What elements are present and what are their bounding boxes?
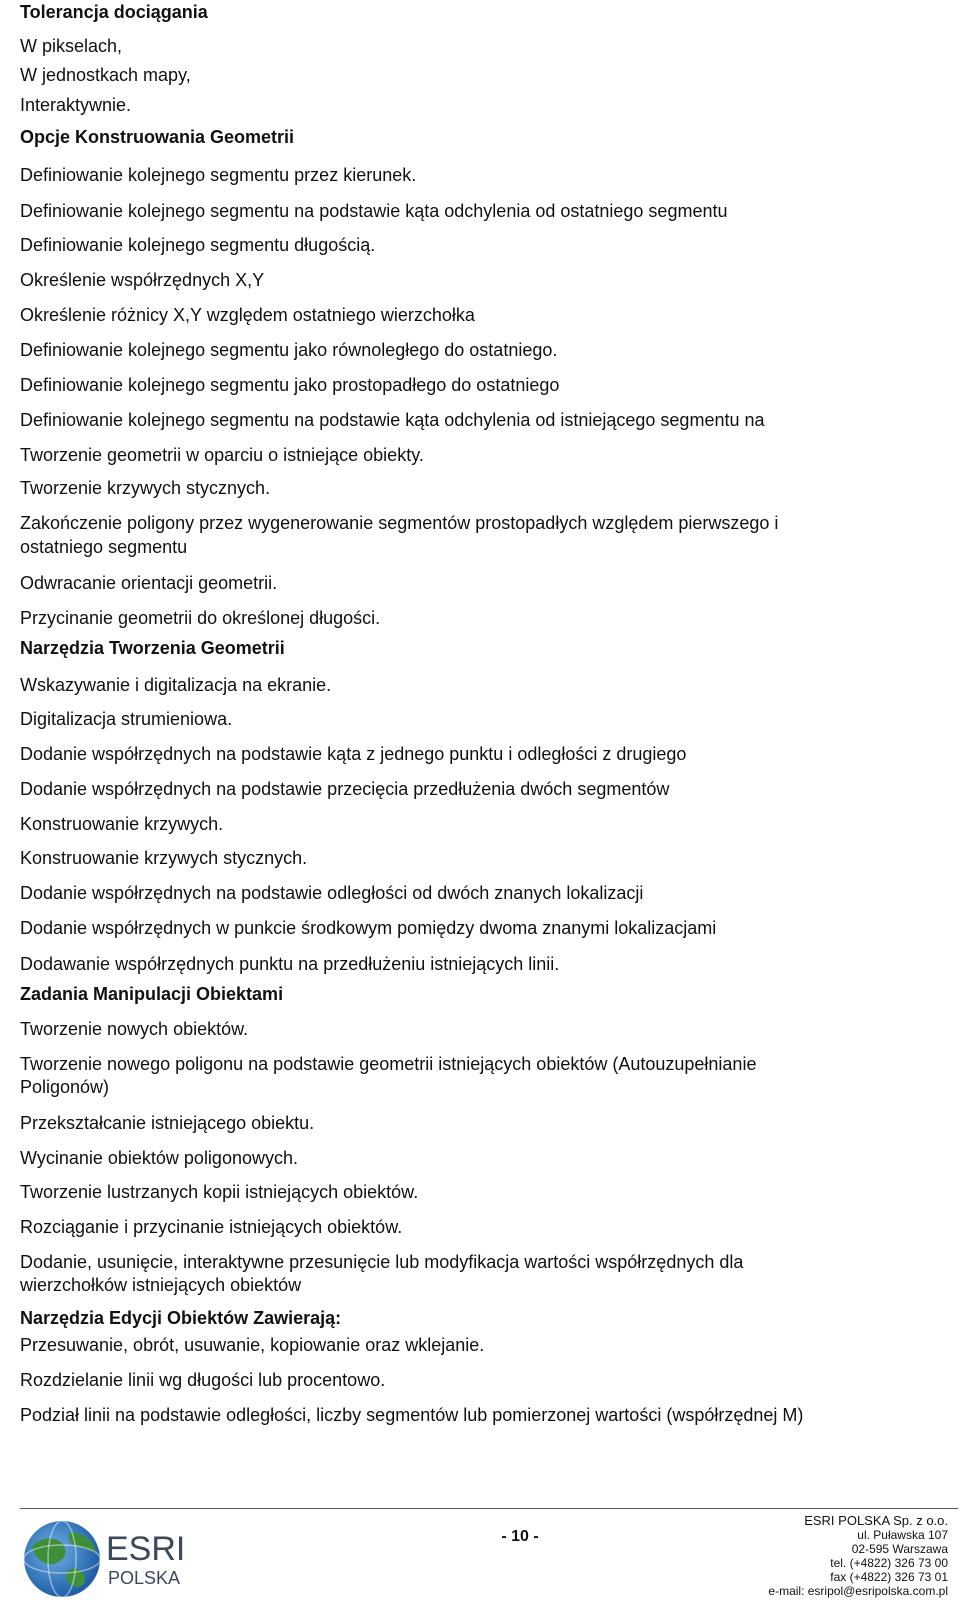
esri-logo [22,1516,212,1602]
address-line: tel. (+4822) 326 73 00 [830,1556,948,1570]
list-item: Tworzenie lustrzanych kopii istniejących obiektów. [20,1182,419,1202]
list-item: Rozciąganie i przycinanie istniejących obiektów. [20,1217,403,1237]
list-item: Dodanie współrzędnych w punkcie środkowym pomiędzy dwoma znanymi lokalizacjami [20,918,717,938]
logo-text: ESRI [106,1530,186,1568]
list-item: Definiowanie kolejnego segmentu przez kierunek. [20,165,417,185]
list-item: Dodanie współrzędnych na podstawie przecięcia przedłużenia dwóch segmentów [20,779,670,799]
list-item: Określenie różnicy X,Y względem ostatniego wierzchołka [20,305,475,325]
list-item: Definiowanie kolejnego segmentu na podstawie kąta odchylenia od istniejącego segmentu na [20,410,765,430]
address-line: fax (+4822) 326 73 01 [830,1570,948,1584]
list-item: Tworzenie nowego poligonu na podstawie geometrii istniejących obiektów (Autouzupełnianie [20,1054,757,1074]
list-item: Dodanie współrzędnych na podstawie kąta z jednego punktu i odległości z drugiego [20,744,687,764]
address-line: e-mail: esripol@esripolska.com.pl [768,1584,948,1598]
list-item: Konstruowanie krzywych stycznych. [20,848,308,868]
section-heading: Narzędzia Edycji Obiektów Zawierają: [20,1308,342,1328]
list-item: Tworzenie krzywych stycznych. [20,478,271,498]
list-item: Poligonów) [20,1077,110,1097]
list-item: W jednostkach mapy, [20,65,191,85]
list-item: Wskazywanie i digitalizacja na ekranie. [20,675,332,695]
list-item: Odwracanie orientacji geometrii. [20,573,278,593]
list-item: wierzchołków istniejących obiektów [20,1275,302,1295]
list-item: Definiowanie kolejnego segmentu jako prostopadłego do ostatniego [20,375,560,395]
list-item: W pikselach, [20,36,123,56]
address-line: 02-595 Warszawa [851,1542,948,1556]
list-item: Interaktywnie. [20,95,132,115]
list-item: Definiowanie kolejnego segmentu długością. [20,235,376,255]
list-item: Tworzenie nowych obiektów. [20,1019,249,1039]
section-heading: Tolerancja dociągania [20,2,208,22]
list-item: Definiowanie kolejnego segmentu na podstawie kąta odchylenia od ostatniego segmentu [20,201,728,221]
list-item: Definiowanie kolejnego segmentu jako równoległego do ostatniego. [20,340,558,360]
list-item: ostatniego segmentu [20,537,188,557]
list-item: Przesuwanie, obrót, usuwanie, kopiowanie oraz wklejanie. [20,1335,485,1355]
page-number: - 10 - [501,1528,539,1545]
footer-divider [20,1508,958,1509]
list-item: Digitalizacja strumieniowa. [20,709,233,729]
list-item: Wycinanie obiektów poligonowych. [20,1148,298,1168]
company-name: ESRI POLSKA Sp. z o.o. [804,1513,948,1528]
list-item: Podział linii na podstawie odległości, liczby segmentów lub pomierzonej wartości (współrzędnej M) [20,1405,804,1425]
list-item: Rozdzielanie linii wg długości lub procentowo. [20,1370,386,1390]
list-item: Określenie współrzędnych X,Y [20,270,265,290]
company-address [768,1514,948,1598]
list-item: Przekształcanie istniejącego obiektu. [20,1113,315,1133]
list-item: Dodanie, usunięcie, interaktywne przesunięcie lub modyfikacja wartości współrzędnych dla [20,1252,744,1272]
list-item: Tworzenie geometrii w oparciu o istniejące obiekty. [20,445,424,465]
globe-icon [24,1521,100,1597]
list-item: Przycinanie geometrii do określonej długości. [20,608,381,628]
list-item: Zakończenie poligony przez wygenerowanie segmentów prostopadłych względem pierwszego i [20,513,779,533]
section-heading: Zadania Manipulacji Obiektami [20,984,284,1004]
address-line: ul. Puławska 107 [857,1528,948,1542]
section-heading: Opcje Konstruowania Geometrii [20,127,295,147]
section-heading: Narzędzia Tworzenia Geometrii [20,638,285,658]
list-item: Dodanie współrzędnych na podstawie odległości od dwóch znanych lokalizacji [20,883,644,903]
logo-subtext: POLSKA [108,1568,181,1588]
list-item: Konstruowanie krzywych. [20,814,224,834]
list-item: Dodawanie współrzędnych punktu na przedłużeniu istniejących linii. [20,954,560,974]
